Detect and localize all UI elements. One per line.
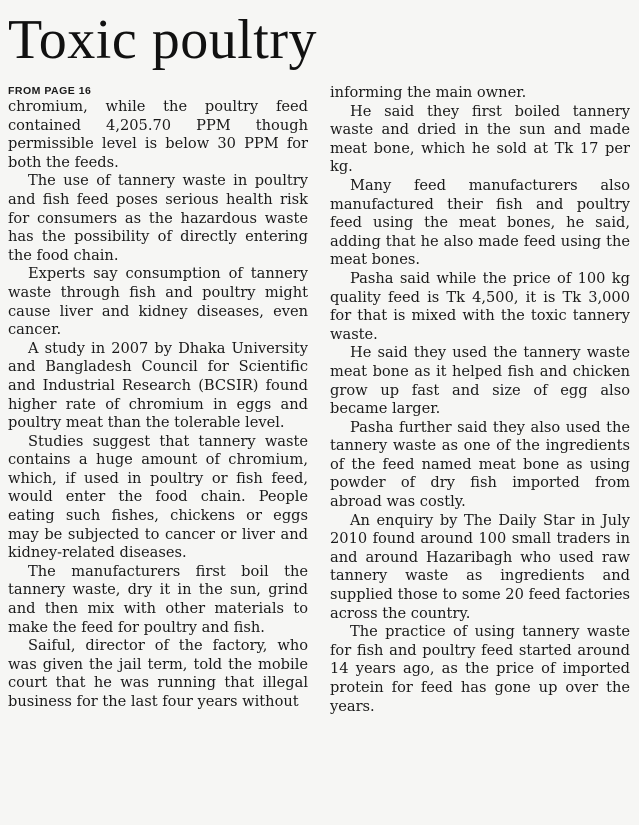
paragraph: Experts say consumption of tannery waste through fish and poultry might cause liver and kidney diseases, even cancer.	[8, 265, 308, 339]
column-left	[8, 84, 308, 716]
from-page-label: FROM PAGE 16	[8, 85, 92, 97]
headline: Toxic poultry	[8, 9, 317, 71]
paragraph: The manufacturers first boil the tannery waste, dry it in the sun, grind and then mix with other materials to make the feed for poultry and fish.	[8, 562, 308, 636]
paragraph: An enquiry by The Daily Star in July 2010 found around 100 small traders in and around Hazaribagh who used raw tannery waste as ingredients and supplied those to some 20 feed factories across the country.	[330, 511, 630, 622]
article-body	[8, 84, 631, 716]
paragraph: Pasha further said they also used the tannery waste as one of the ingredients of the feed named meat bone as using powder of dry fish imported from abroad was costly.	[330, 418, 630, 511]
paragraph: Pasha said while the price of 100 kg quality feed is Tk 4,500, it is Tk 3,000 for that is mixed with the toxic tannery waste.	[330, 269, 630, 343]
paragraph: The practice of using tannery waste for fish and poultry feed started around 14 years ago, as the price of imported protein for feed has gone up over the years.	[330, 623, 630, 715]
column-right	[330, 84, 630, 716]
paragraph: He said they used the tannery waste meat bone as it helped fish and chicken grow up fast and size of egg also became larger.	[330, 344, 630, 418]
paragraph: Many feed manufacturers also manufactured their fish and poultry feed using the meat bones, he said, adding that he also made feed using the meat bones.	[330, 176, 630, 269]
paragraph: Studies suggest that tannery waste contains a huge amount of chromium, which, if used in poultry or fish feed, would enter the food chain. People eating such fishes, chickens or eggs may be subjected to cancer or liver and kidney-related diseases.	[8, 432, 308, 562]
paragraph: chromium, while the poultry feed contained 4,205.70 PPM though permissible level is below 30 PPM for both the feeds.	[8, 98, 308, 171]
paragraph: A study in 2007 by Dhaka University and Bangladesh Council for Scientific and Industrial Research (BCSIR) found higher rate of chromium in eggs and poultry meat than the tolerable level.	[8, 339, 308, 432]
paragraph: He said they first boiled tannery waste and dried in the sun and made meat bone, which he sold at Tk 17 per kg.	[330, 102, 630, 176]
paragraph: The use of tannery waste in poultry and fish feed poses serious health risk for consumers as the hazardous waste has the possibility of directly entering the food chain.	[8, 172, 308, 264]
paragraph: Saiful, director of the factory, who was given the jail term, told the mobile court that he was running that illegal business for the last four years without	[8, 637, 308, 710]
paragraph: informing the main owner.	[330, 84, 527, 101]
